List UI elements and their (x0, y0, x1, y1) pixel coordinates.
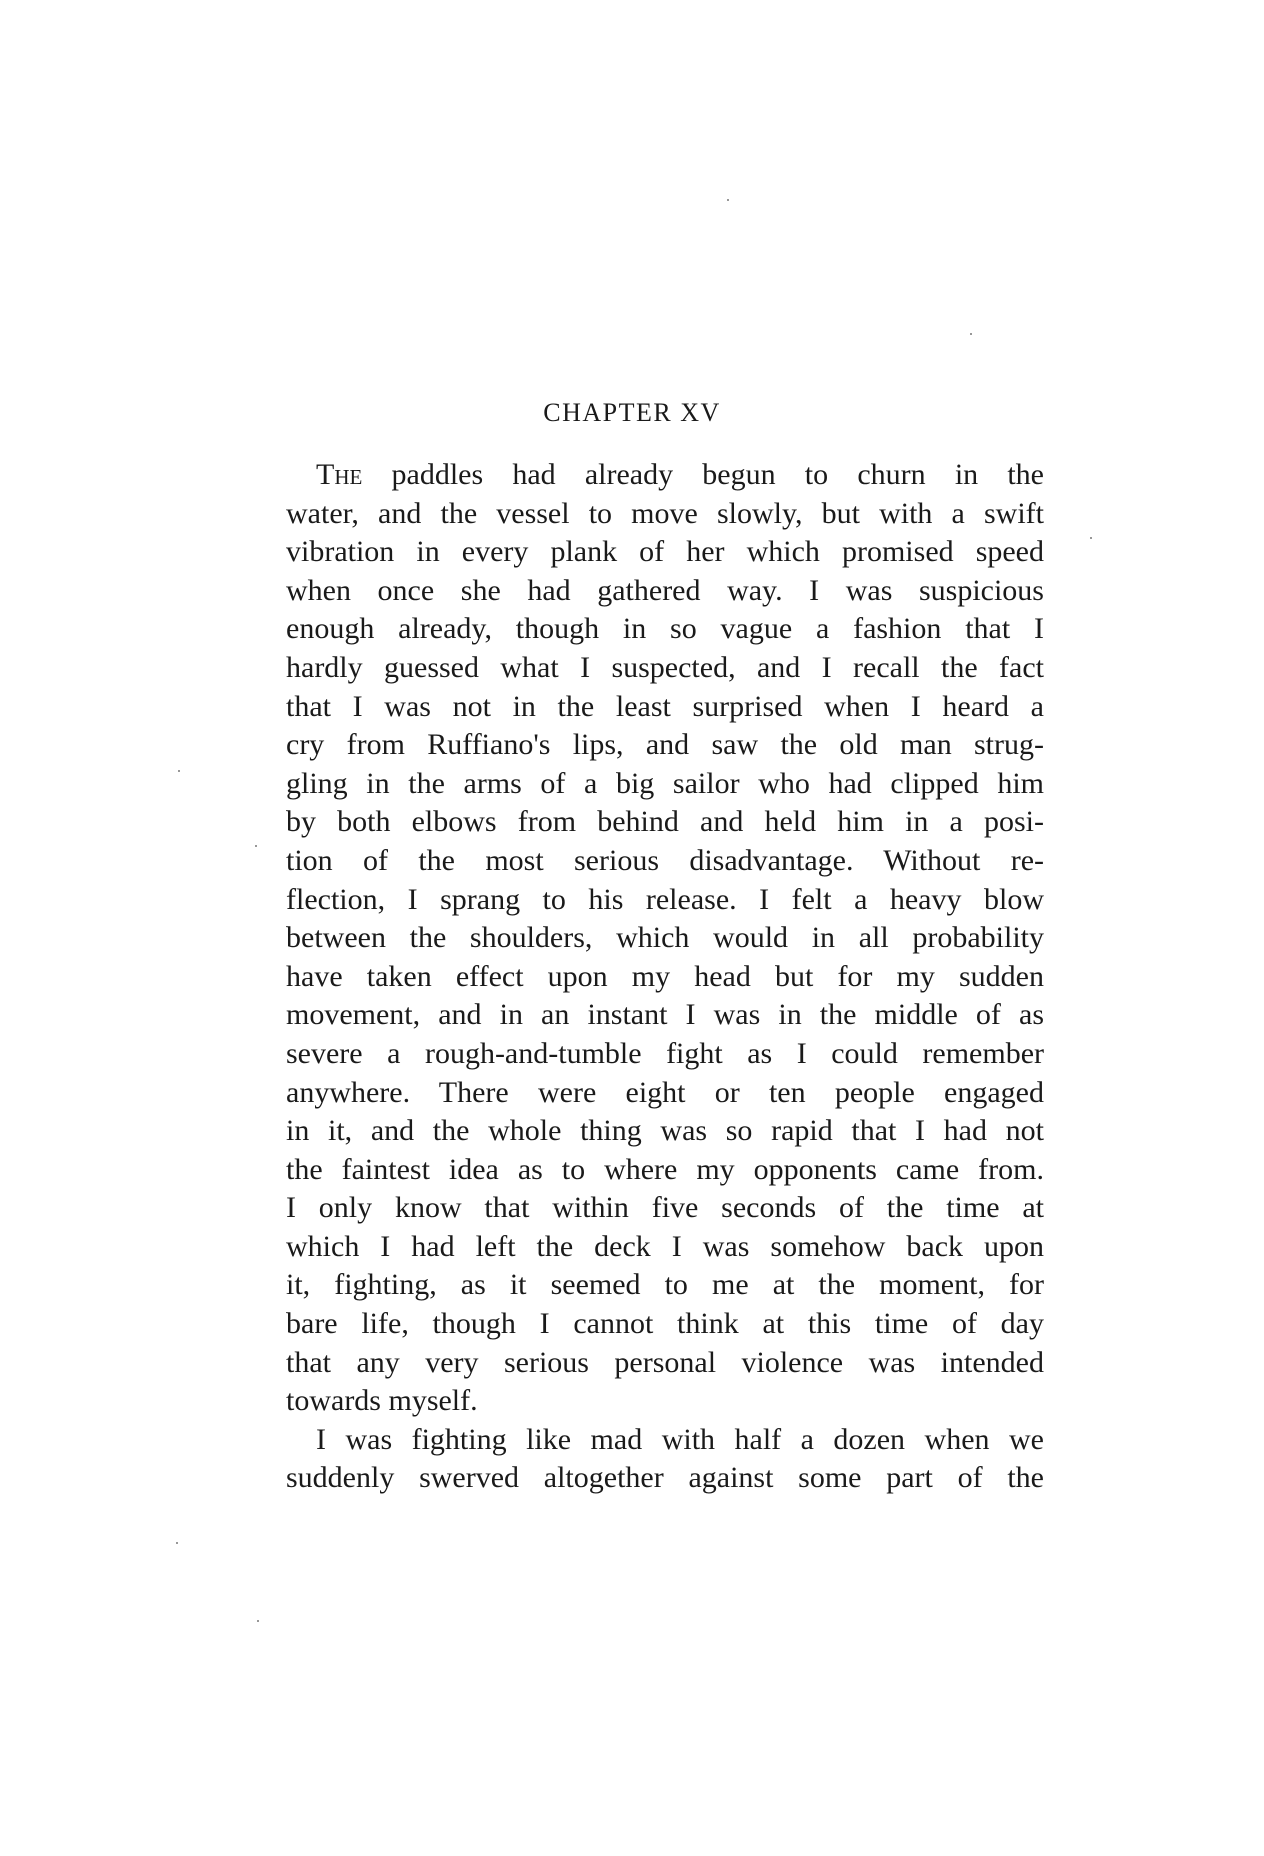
text-line: cry from Ruffiano's lips, and saw the old man strug- (286, 728, 1044, 762)
text-line: enough already, though in so vague a fashion that I (286, 612, 1044, 646)
paper-speck (176, 1542, 178, 1544)
text-line: gling in the arms of a big sailor who had clipped him (286, 766, 1044, 800)
text-line: I only know that within five seconds of the time at (286, 1191, 1044, 1225)
paragraph (286, 1421, 1044, 1498)
text-line: when once she had gathered way. I was suspicious (286, 573, 1044, 607)
text-line: severe a rough-and-tumble fight as I could remember (286, 1036, 1044, 1070)
text-line: have taken effect upon my head but for my sudden (286, 959, 1044, 993)
text-line: I was fighting like mad with half a dozen when we (316, 1422, 1044, 1456)
chapter-heading: CHAPTER XV (543, 398, 721, 427)
text-line: bare life, though I cannot think at this time of day (286, 1307, 1044, 1341)
text-line: by both elbows from behind and held him in a posi- (286, 805, 1044, 839)
text-line: anywhere. There were eight or ten people engaged (286, 1075, 1044, 1109)
paper-speck (727, 199, 729, 201)
opening-word: The (316, 458, 363, 491)
text-line: between the shoulders, which would in all probability (286, 921, 1044, 955)
text-line: hardly guessed what I suspected, and I recall the fact (286, 650, 1044, 684)
text-line: tion of the most serious disadvantage. Without re- (286, 843, 1044, 877)
paper-speck (255, 845, 257, 847)
text-line: which I had left the deck I was somehow back upon (286, 1229, 1044, 1263)
line-text: paddles had already begun to churn in the (362, 458, 1044, 491)
text-line: movement, and in an instant I was in the middle of as (286, 998, 1044, 1032)
text-line: vibration in every plank of her which promised speed (286, 535, 1044, 569)
paper-speck (257, 1620, 259, 1622)
paper-speck (178, 770, 180, 772)
body-text (286, 456, 1044, 1498)
text-line: the faintest idea as to where my opponents came from. (286, 1152, 1044, 1186)
paragraph (286, 456, 1044, 1421)
text-line: towards myself. (286, 1384, 478, 1418)
paper-speck (970, 333, 972, 335)
text-line: in it, and the whole thing was so rapid that I had not (286, 1114, 1044, 1148)
text-line: flection, I sprang to his release. I felt a heavy blow (286, 882, 1044, 916)
text-line: it, fighting, as it seemed to me at the moment, for (286, 1268, 1044, 1302)
text-line: suddenly swerved altogether against some part of the (286, 1461, 1044, 1495)
text-line: that any very serious personal violence was intended (286, 1345, 1044, 1379)
text-line (286, 456, 1044, 495)
paper-speck (1090, 537, 1092, 539)
text-line: water, and the vessel to move slowly, but with a swift (286, 496, 1044, 530)
text-line: that I was not in the least surprised when I heard a (286, 689, 1044, 723)
